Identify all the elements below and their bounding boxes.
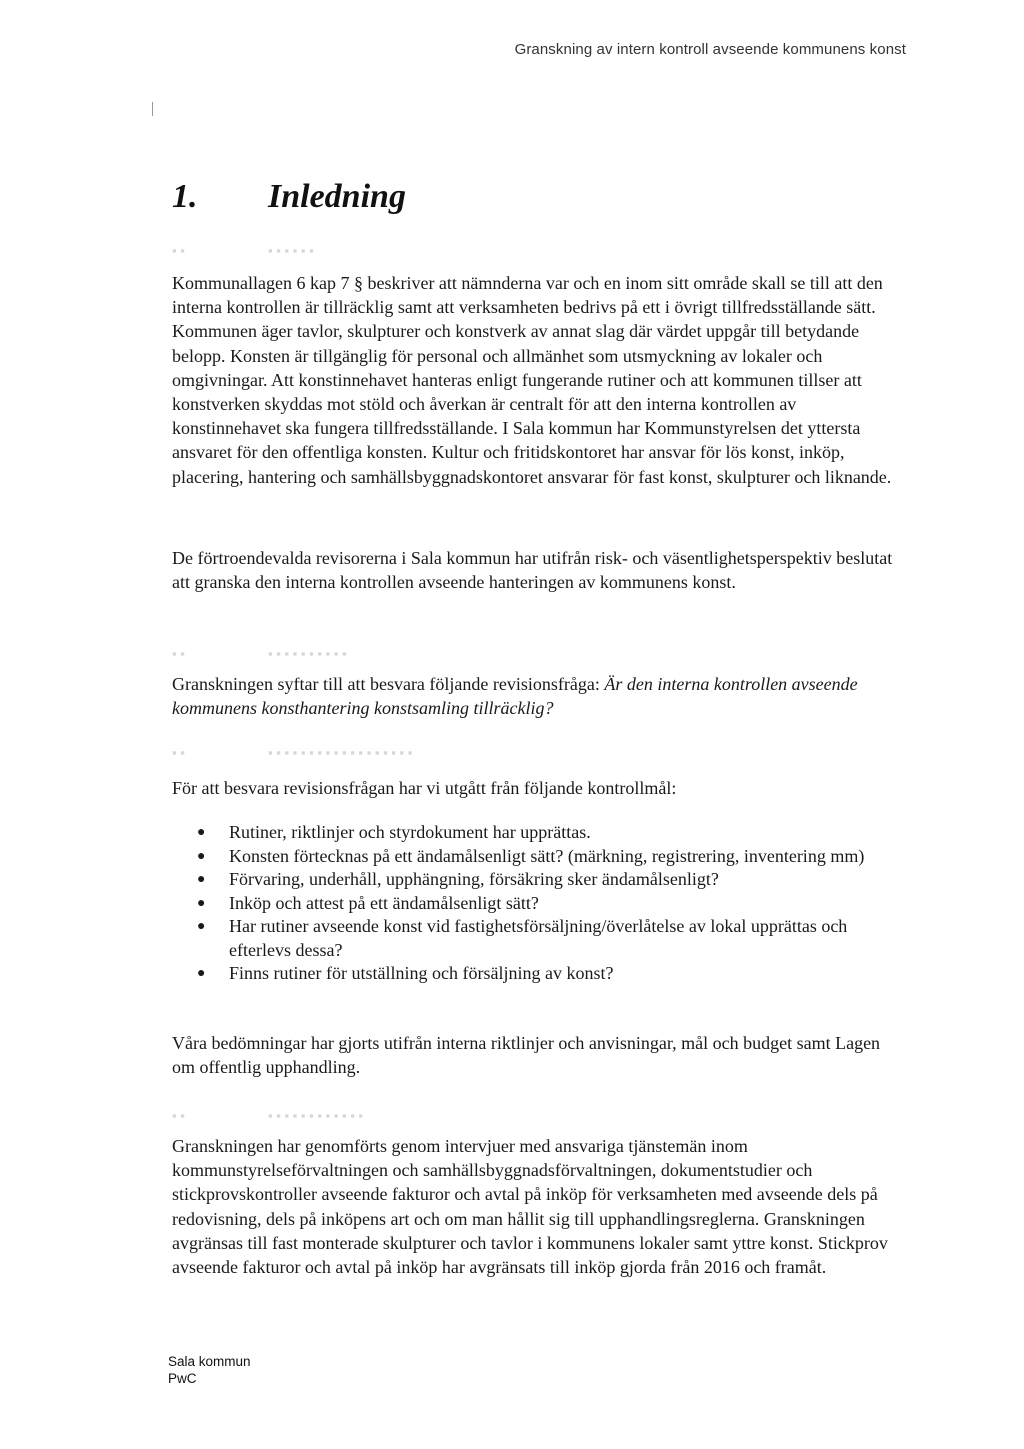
assessment-paragraph: Våra bedömningar har gjorts utifrån interna riktlinjer och anvisningar, mål och budget samt Lagen om offentlig upphandling. <box>172 1033 881 1078</box>
bullet-icon: ● <box>197 872 206 887</box>
control-goals-list <box>195 821 895 986</box>
section-heading-background: ▪ ▪ ▪ ▪ ▪ ▪ ▪ ▪ <box>172 242 314 258</box>
margin-mark <box>152 102 153 116</box>
chapter-number: 1. <box>172 178 198 215</box>
bullet-icon: ● <box>197 848 206 864</box>
list-item: ● Rutiner, riktlinjer och styrdokument har upprättas. <box>195 821 895 845</box>
section-heading-criteria: ▪ ▪ ▪ ▪ ▪ ▪ ▪ ▪ ▪ ▪ ▪ ▪ ▪ ▪ ▪ ▪ ▪ ▪ ▪ ▪ <box>172 744 413 760</box>
revision-question: Är den interna kontrollen avseende kommunens konsthantering konstsamling tillräcklig? <box>172 674 858 719</box>
list-item: ● Har rutiner avseende konst vid fastighetsförsäljning/överlåtelse av lokal upprättas och efterlevs dessa? <box>197 916 848 960</box>
chapter-title: Inledning <box>268 178 406 215</box>
section-heading-method: ▪ ▪ ▪ ▪ ▪ ▪ ▪ ▪ ▪ ▪ ▪ ▪ ▪ ▪ <box>172 1107 364 1123</box>
purpose-intro: Granskningen syftar till att besvara följande revisionsfråga: <box>172 674 600 694</box>
footer <box>168 1353 251 1387</box>
background-paragraph-2: De förtroendevalda revisorerna i Sala kommun har utifrån risk- och väsentlighetsperspektiv beslutat att granska den interna kontrollen avseende hanteringen av kommunens konst. <box>172 548 893 593</box>
chapter-heading <box>172 178 406 216</box>
footer-organization: Sala kommun <box>168 1354 251 1369</box>
bullet-icon: ● <box>197 966 206 981</box>
list-item: ● Finns rutiner för utställning och försäljning av konst? <box>195 962 895 986</box>
running-header: Granskning av intern kontroll avseende kommunens konst <box>514 41 906 58</box>
list-item: ● Konsten förtecknas på ett ändamålsenligt sätt? (märkning, registrering, inventering mm) <box>195 845 895 869</box>
list-item: ● Inköp och attest på ett ändamålsenligt sätt? <box>195 892 895 916</box>
purpose-paragraph <box>172 672 902 720</box>
bullet-icon: ● <box>197 895 206 911</box>
criteria-intro: För att besvara revisionsfrågan har vi utgått från följande kontrollmål: <box>172 778 677 798</box>
method-paragraph: Granskningen har genomförts genom intervjuer med ansvariga tjänstemän inom kommunstyrelseförvaltningen och samhällsbyggnadsförvaltningen, dokumentstudier och stickprovskontroller avseende fakturor och avtal på inköp för verksamheten med avseende dels på redovisning, dels på inköpens art och om man hållit sig till upphandlingsreglerna. Granskningen avgränsas till fast monterade skulpturer och tavlor i kommunens lokaler samt yttre konst. Stickprov avseende fakturor och avtal på inköp har avgränsats till inköp gjorda från 2016 och framåt. <box>172 1136 888 1278</box>
section-heading-purpose: ▪ ▪ ▪ ▪ ▪ ▪ ▪ ▪ ▪ ▪ ▪ ▪ <box>172 645 347 661</box>
background-paragraph-1: Kommunallagen 6 kap 7 § beskriver att nämnderna var och en inom sitt område skall se till att den interna kontrollen är tillräcklig samt att verksamheten bedrivs på ett i övrigt tillfredsställande sätt. Kommunen äger tavlor, skulpturer och konstverk av annat slag där värdet uppgår till betydande belopp. Konsten är tillgänglig för personal och allmänhet som utsmyckning av lokaler och omgivningar. Att konstinnehavet hanteras enligt fungerande rutiner och att kommunen tillser att konstverken skyddas mot stöld och åverkan är centralt för att den interna kontrollen av konstinnehavet ska fungera tillfredsställande. I Sala kommun har Kommunstyrelsen det yttersta ansvaret för den offentliga konsten. Kultur och fritidskontoret har ansvar för lös konst, inköp, placering, hantering och samhällsbyggnadskontoret ansvarar för fast konst, skulpturer och liknande. <box>172 273 892 487</box>
bullet-icon: ● <box>197 825 206 840</box>
list-item: ● Förvaring, underhåll, upphängning, försäkring sker ändamålsenligt? <box>195 868 895 892</box>
footer-company: PwC <box>168 1371 197 1386</box>
bullet-icon: ● <box>197 919 206 934</box>
